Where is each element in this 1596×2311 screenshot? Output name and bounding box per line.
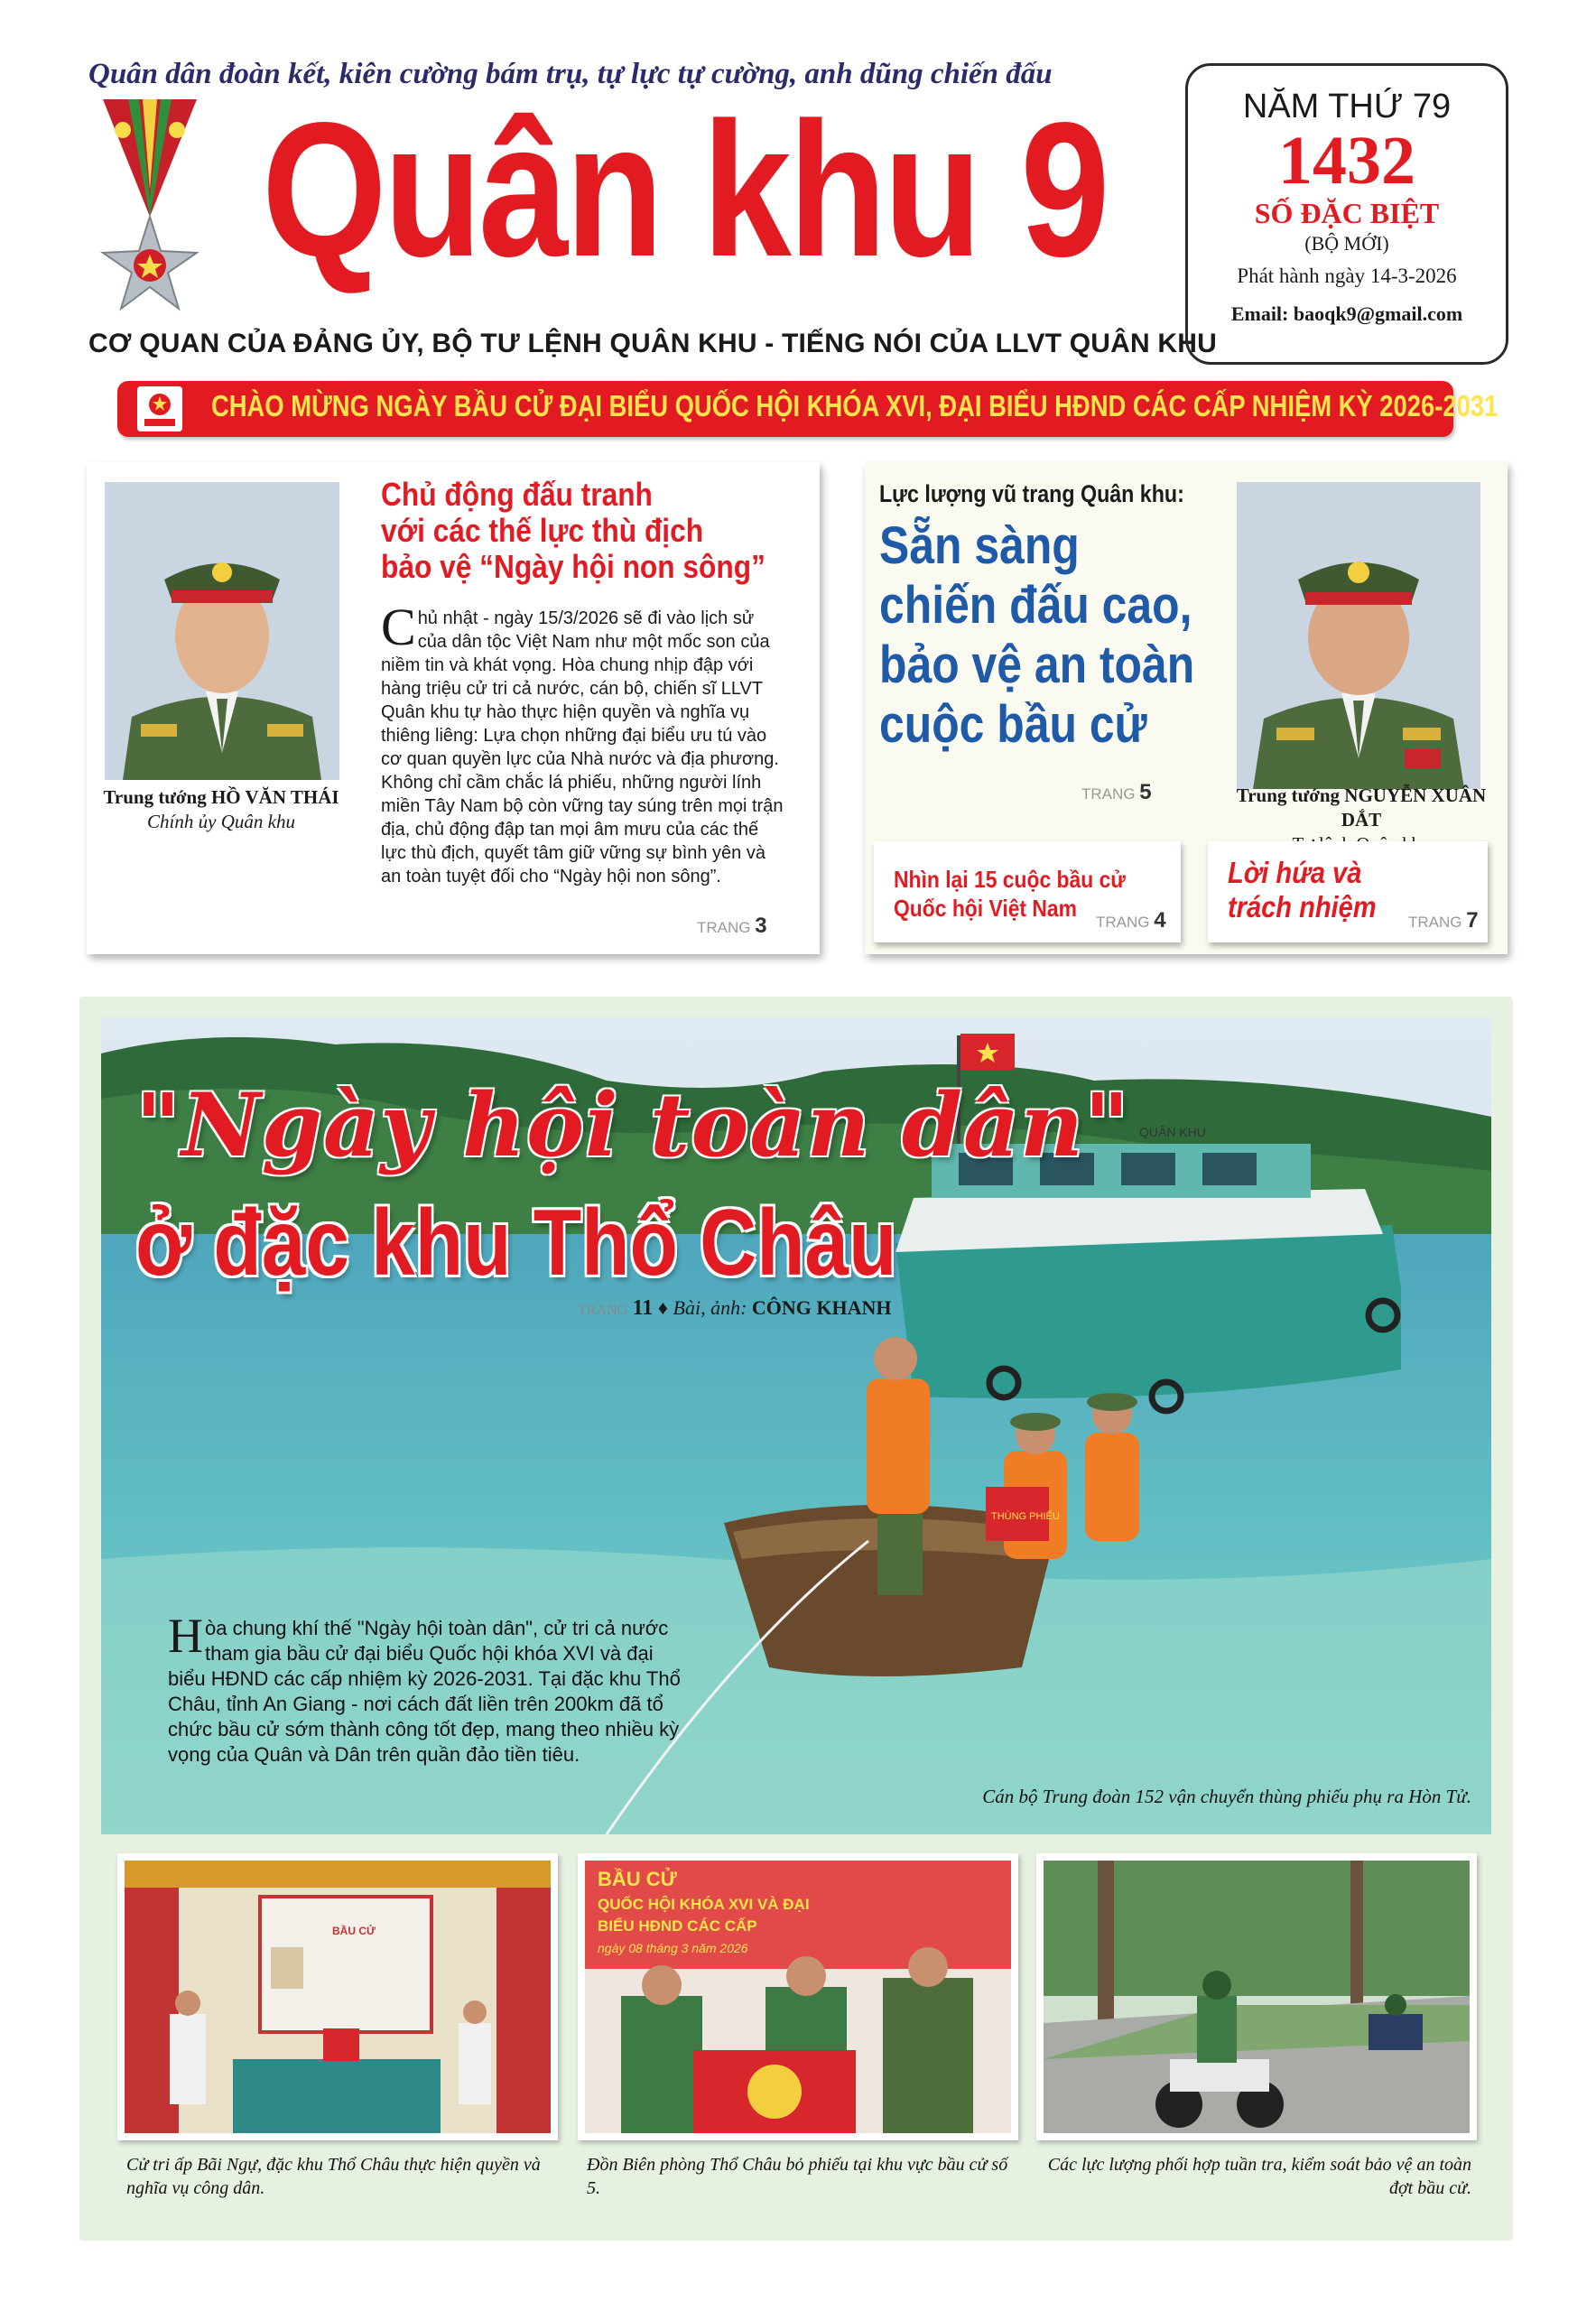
boat-name: QUÂN KHU: [1139, 1125, 1206, 1139]
photo-patrol-motorbikes: [1036, 1853, 1477, 2140]
photo-border-guards-image: [585, 1861, 1011, 2133]
article1-dropcap: C: [381, 598, 416, 656]
teaser1-title-line: Nhìn lại 15 cuộc bầu cử: [894, 866, 1126, 893]
page-label: TRANG: [1081, 785, 1136, 803]
thumb2-caption: Đồn Biên phòng Thổ Châu bỏ phiếu tại khu vực bầu cử số 5.: [587, 2155, 1008, 2198]
teaser1-title: [894, 865, 1126, 923]
issue-special: SỐ ĐẶC BIỆT: [1254, 197, 1440, 229]
page-number: 7: [1466, 908, 1479, 933]
thumb1-caption: Cử tri ấp Bãi Ngự, đặc khu Thổ Châu thực hiện quyền và nghĩa vụ công dân.: [126, 2155, 541, 2198]
article2-kicker: Lực lượng vũ trang Quân khu:: [879, 480, 1184, 507]
article1-body: [381, 598, 787, 888]
banner-text: CHÀO MỪNG NGÀY BẦU CỬ ĐẠI BIỂU QUỐC HỘI KHÓA XVI, ĐẠI BIỂU HĐND CÁC CẤP NHIỆM KỲ 2026-2031: [211, 389, 1499, 422]
article2-page-ref[interactable]: [1081, 780, 1152, 805]
sign-line: BIỂU HĐND CÁC CẤP: [598, 1917, 757, 1935]
article1-title-line: bảo vệ “Ngày hội non sông”: [381, 548, 766, 585]
page-label: TRANG: [1408, 914, 1462, 931]
teaser2-page-ref: [1408, 908, 1479, 933]
lead-text: òa chung khí thế "Ngày hội toàn dân", cử tri cả nước tham gia bầu cử đại biểu Quốc hội khóa XVI và đại biểu HĐND các cấp nhiệm kỳ 2026-2031. Tại đặc khu Thổ Châu, tỉnh An Giang - nơi cách đất liền trên 200km đã tổ chức bầu cử sớm thành công tốt đẹp, mang theo nhiều kỳ vọng của Quân và Dân trên quần đảo tiền tiêu.: [168, 1617, 681, 1766]
diamond-icon: ♦: [657, 1296, 673, 1319]
article1-page-ref[interactable]: [697, 914, 767, 939]
issue-number: 1432: [1278, 123, 1415, 199]
election-banner: [117, 381, 1499, 437]
teaser-promise[interactable]: [1208, 841, 1488, 942]
feature-author: CÔNG KHANH: [751, 1296, 892, 1319]
election-emblem-icon: [137, 386, 182, 432]
teaser-election-history[interactable]: [874, 841, 1181, 942]
article1-title-line: với các thế lực thù địch: [381, 512, 704, 549]
thumb3-caption: Các lực lượng phối hợp tuần tra, kiểm soát bảo vệ an toàn đợt bầu cử.: [1047, 2155, 1471, 2198]
article2-title-line: chiến đấu cao,: [879, 576, 1192, 635]
page-number: 4: [1154, 908, 1166, 933]
issue-series: (BỘ MỚI): [1304, 232, 1389, 255]
teaser1-page-ref: [1096, 908, 1166, 933]
portrait2-name: Trung tướng NGUYỄN XUÂN DẮT: [1236, 784, 1487, 831]
teaser1-title-line: Quốc hội Việt Nam: [894, 895, 1078, 922]
portrait1-role: Chính ủy Quân khu: [147, 811, 295, 832]
sign-line: QUỐC HỘI KHÓA XVI VÀ ĐẠI: [598, 1896, 810, 1913]
sign-text: BẦU CỬ: [332, 1925, 376, 1937]
article2-title[interactable]: [879, 516, 1194, 755]
photo-voters-hall: [117, 1853, 558, 2140]
photo-patrol-image: [1044, 1861, 1470, 2133]
article2-title-line: cuộc bầu cử: [879, 695, 1147, 754]
credit-prefix: Bài, ảnh:: [673, 1296, 747, 1319]
sign-line: BẦU CỬ: [598, 1868, 677, 1890]
motto: Quân dân đoàn kết, kiên cường bám trụ, tự lực tự cường, anh dũng chiến đấu: [88, 58, 1053, 90]
page-number: 5: [1139, 780, 1152, 804]
article-box-right[interactable]: [865, 462, 1508, 954]
feature-title-line1[interactable]: "Ngày hội toàn dân": [135, 1074, 1130, 1176]
page-label: TRANG: [578, 1303, 628, 1318]
portrait1-caption: [90, 785, 352, 834]
masthead-title: Quân khu 9: [262, 82, 1108, 296]
teaser2-title: [1228, 856, 1377, 924]
issue-email[interactable]: Email: baoqk9@gmail.com: [1230, 302, 1463, 325]
feature-credit: [578, 1296, 892, 1321]
teaser2-title-line: Lời hứa và: [1228, 856, 1362, 889]
medal-icon: [87, 99, 213, 316]
page-label: TRANG: [697, 919, 751, 936]
sign-line: ngày 08 tháng 3 năm 2026: [598, 1941, 748, 1955]
article-box-left[interactable]: [87, 462, 820, 954]
hero-caption: Cán bộ Trung đoàn 152 vận chuyển thùng phiếu phụ ra Hòn Tử.: [982, 1786, 1471, 1807]
lead-dropcap: H: [168, 1609, 203, 1663]
page-number: 3: [755, 914, 767, 938]
feature-lead: [168, 1609, 682, 1768]
feature-page-number: 11: [632, 1296, 654, 1320]
photo-voters-hall-image: [125, 1861, 551, 2133]
portrait-ho-van-thai: [105, 482, 339, 780]
article1-title-line: Chủ động đấu tranh: [381, 476, 653, 513]
article2-title-line: bảo vệ an toàn: [879, 636, 1195, 694]
portrait-nguyen-xuan-dat: [1237, 482, 1480, 789]
portrait1-name: Trung tướng HỒ VĂN THÁI: [103, 786, 339, 808]
article1-text: hủ nhật - ngày 15/3/2026 sẽ đi vào lịch sử của dân tộc Việt Nam như một mốc son của niềm tin và khát vọng. Hòa chung nhịp đập với hàng triệu cử tri cả nước, cán bộ, chiến sĩ LLVT Quân khu tự hào thực hiện quyền và nghĩa vụ thiêng liêng: Lựa chọn những đại biểu ưu tú vào cơ quan quyền lực của Nhà nước và địa phương. Không chỉ cầm chắc lá phiếu, những người lính miền Tây Nam bộ còn vững tay súng trên mọi trận địa, chủ động đập tan mọi âm mưu của các thế lực thù địch, quyết tâm giữ vững sự bình yên và an toàn tuyệt đối cho “Ngày hội non sông”.: [381, 608, 784, 886]
issue-date: Phát hành ngày 14-3-2026: [1237, 265, 1457, 287]
teaser2-title-line: trách nhiệm: [1228, 890, 1377, 923]
feature-title-line2[interactable]: ở đặc khu Thổ Châu: [135, 1191, 897, 1295]
page-label: TRANG: [1096, 914, 1150, 931]
agency-line: CƠ QUAN CỦA ĐẢNG ỦY, BỘ TƯ LỆNH QUÂN KHU - TIẾNG NÓI CỦA LLVT QUÂN KHU: [88, 329, 1218, 358]
issue-box: [1185, 63, 1508, 365]
ballot-box-label: THÙNG PHIẾU: [991, 1511, 1060, 1522]
photo-border-guards-voting: [578, 1853, 1018, 2140]
article2-title-line: Sẵn sàng: [879, 516, 1080, 575]
article1-title[interactable]: [381, 477, 766, 585]
issue-year: NĂM THỨ 79: [1242, 88, 1452, 125]
